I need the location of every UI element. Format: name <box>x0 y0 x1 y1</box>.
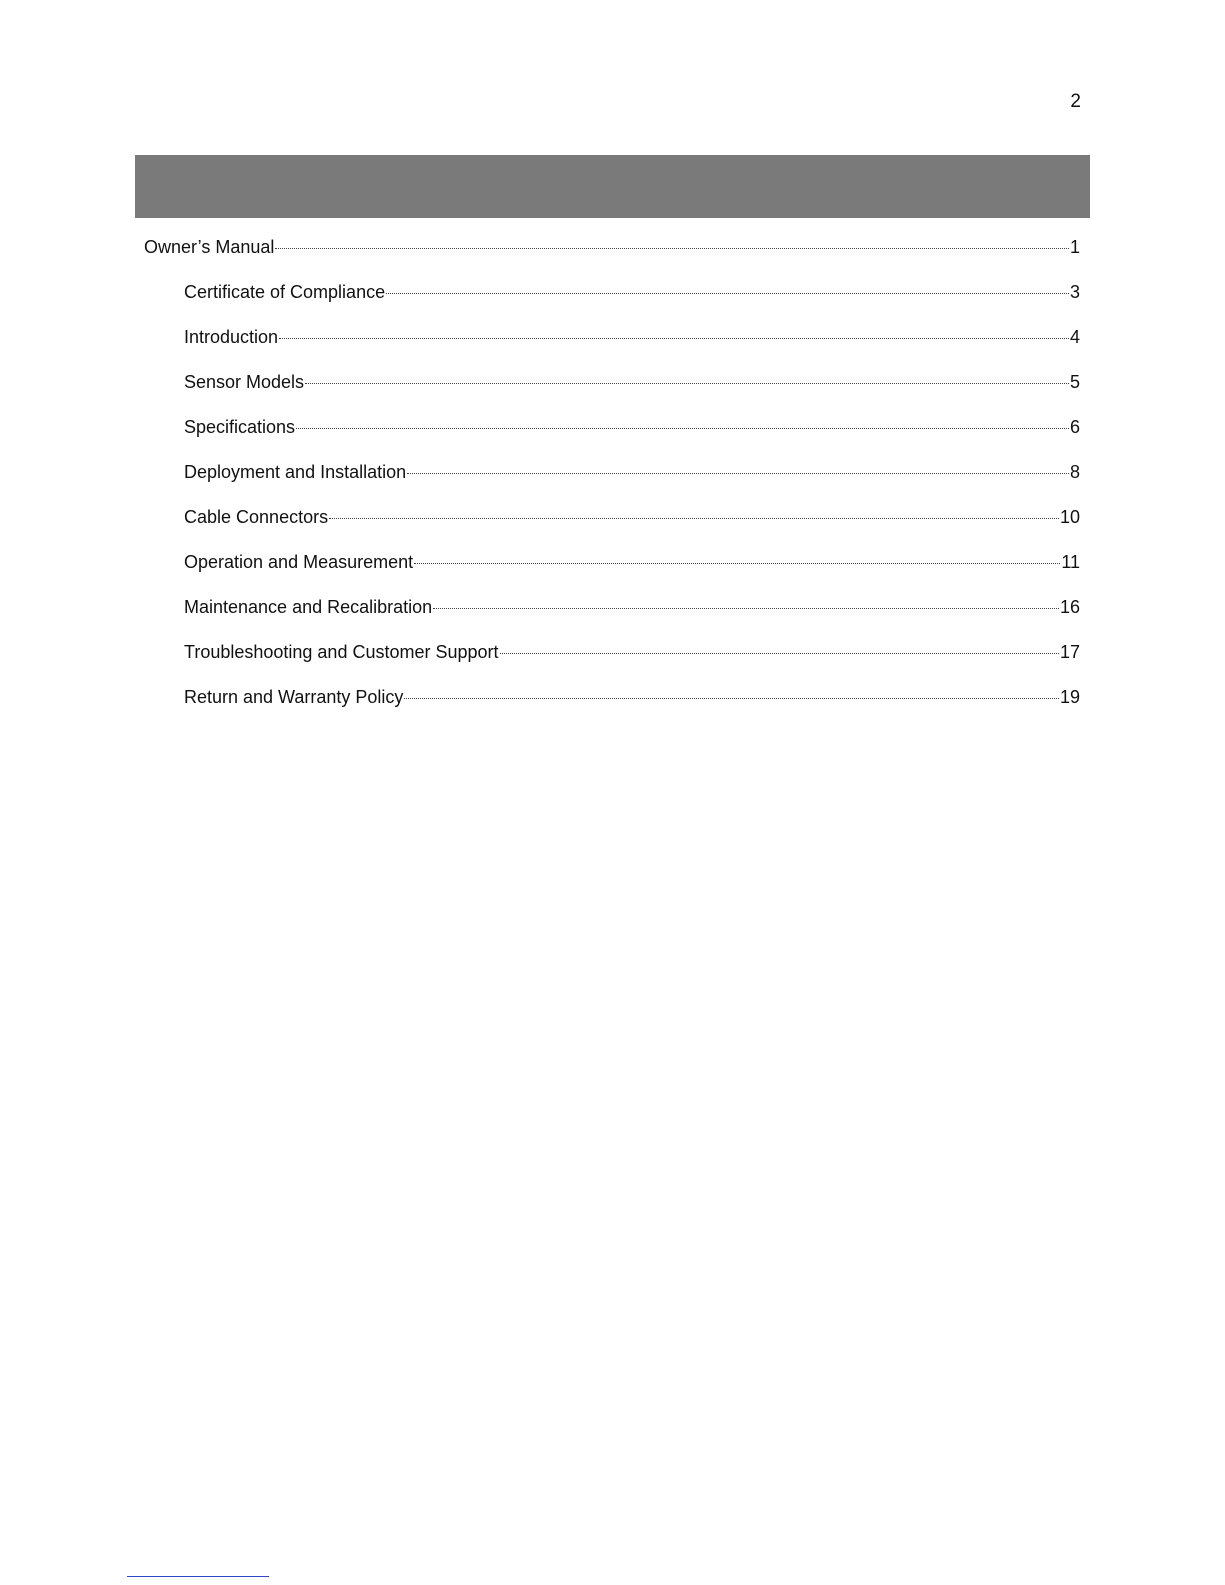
toc-dot-leader <box>329 518 1059 519</box>
toc-entry-title: Cable Connectors <box>184 507 329 527</box>
toc-dot-leader <box>296 428 1069 429</box>
toc-entry-title: Troubleshooting and Customer Support <box>184 642 499 662</box>
toc-entry-title: Sensor Models <box>184 372 305 392</box>
toc-entry-operation-and-measurement[interactable] <box>135 548 1080 593</box>
toc-entry-introduction[interactable] <box>135 323 1080 368</box>
toc-entry-page: 3 <box>1069 282 1080 302</box>
toc-dot-leader <box>305 383 1069 384</box>
toc-entry-specifications[interactable] <box>135 413 1080 458</box>
toc-entry-sensor-models[interactable] <box>135 368 1080 413</box>
page-number: 2 <box>1070 91 1081 112</box>
toc-entry-page: 19 <box>1059 687 1080 707</box>
toc-entry-page: 8 <box>1069 462 1080 482</box>
toc-entry-page: 16 <box>1059 597 1080 617</box>
toc-entry-title: Certificate of Compliance <box>184 282 386 302</box>
toc-entry-certificate-of-compliance[interactable] <box>135 278 1080 323</box>
toc-dot-leader <box>414 563 1060 564</box>
toc-entry-maintenance-and-recalibration[interactable] <box>135 593 1080 638</box>
toc-entry-owners-manual[interactable] <box>135 233 1080 278</box>
toc-dot-leader <box>386 293 1069 294</box>
toc-entry-title: Introduction <box>184 327 279 347</box>
toc-entry-troubleshooting-and-customer-support[interactable] <box>135 638 1080 683</box>
toc-entry-title: Owner’s Manual <box>144 237 275 257</box>
toc-header-band <box>135 155 1090 218</box>
toc-dot-leader <box>279 338 1069 339</box>
toc-entry-deployment-and-installation[interactable] <box>135 458 1080 503</box>
toc-entry-page: 10 <box>1059 507 1080 527</box>
toc-entry-page: 6 <box>1069 417 1080 437</box>
toc-dot-leader <box>275 248 1069 249</box>
toc-dot-leader <box>500 653 1059 654</box>
toc-entry-title: Operation and Measurement <box>184 552 414 572</box>
toc-entry-page: 4 <box>1069 327 1080 347</box>
table-of-contents <box>135 233 1080 728</box>
footnote-rule <box>127 1576 269 1577</box>
toc-entry-title: Specifications <box>184 417 296 437</box>
toc-entry-page: 1 <box>1069 237 1080 257</box>
toc-entry-return-and-warranty-policy[interactable] <box>135 683 1080 728</box>
toc-dot-leader <box>404 698 1059 699</box>
toc-entry-page: 11 <box>1061 552 1080 572</box>
toc-entry-title: Return and Warranty Policy <box>184 687 404 707</box>
toc-entry-title: Deployment and Installation <box>184 462 407 482</box>
toc-entry-page: 5 <box>1069 372 1080 392</box>
toc-entry-cable-connectors[interactable] <box>135 503 1080 548</box>
toc-dot-leader <box>407 473 1069 474</box>
toc-entry-page: 17 <box>1059 642 1080 662</box>
toc-entry-title: Maintenance and Recalibration <box>184 597 433 617</box>
toc-dot-leader <box>433 608 1059 609</box>
